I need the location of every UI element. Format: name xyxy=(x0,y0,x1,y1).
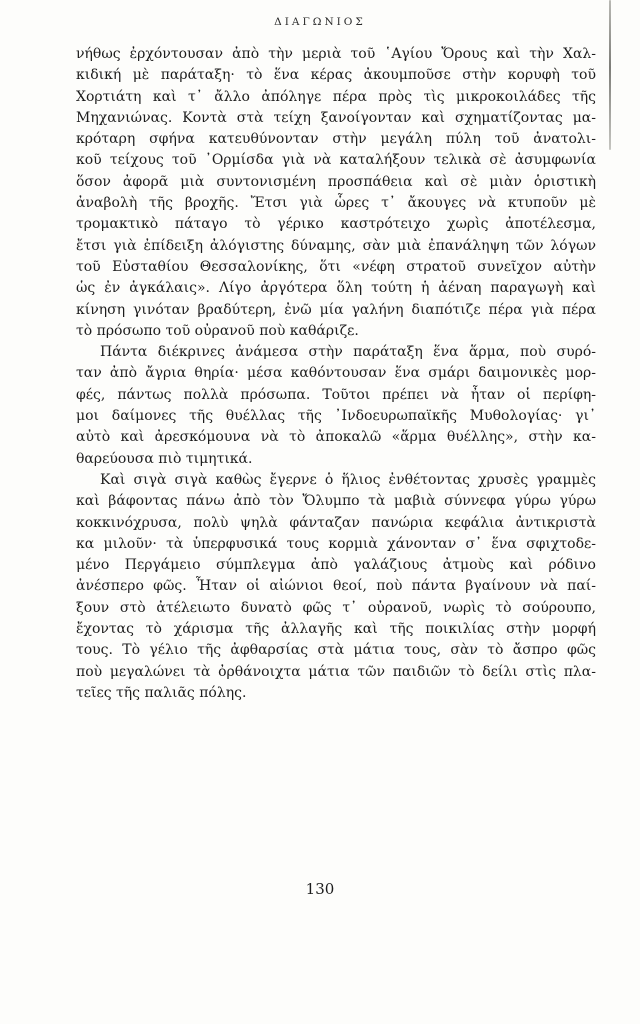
text-line: Καὶ σιγὰ σιγὰ καθὼς ἔγερνε ὁ ἥλιος ἐνθέτοντας χρυσὲς γραμμὲς xyxy=(100,471,596,488)
text-line: ἔχοντας τὸ χάρισμα τῆς ἀλλαγῆς καὶ τῆς ποικιλίας στὴν μορφή xyxy=(76,621,596,638)
page-number: 130 xyxy=(305,880,335,898)
text-line: κοκκινόχρυσα, πολὺ ψηλὰ φάνταζαν πανώρια κεφάλια ἀντικριστὰ xyxy=(76,514,596,531)
paragraph xyxy=(76,342,596,470)
text-line: ἔτσι γιὰ ἐπίδειξη ἀλόγιστης δύναμης, σὰν μιὰ ἐπανάληψη τῶν λόγων xyxy=(76,237,596,254)
text-line: ξουν στὸ ἀτέλειωτο δυνατὸ φῶς τ᾿ οὐρανοῦ, νωρὶς τὸ σούρουπο, xyxy=(76,599,596,616)
text-line: ἀνέσπερο φῶς. Ἦταν οἱ αἰώνιοι θεοί, ποὺ πάντα βγαίνουν νὰ παί- xyxy=(76,578,596,595)
text-line: τοῦ Εὐσταθίου Θεσσαλονίκης, ὅτι «νέφη στρατοῦ συνεῖχον αὐτὴν xyxy=(76,258,596,275)
text-line: ποὺ μεγαλώνει τὰ ὀρθάνοιχτα μάτια τῶν παιδιῶν τὸ δείλι στὶς πλα- xyxy=(76,663,596,680)
text-line: θαρεύουσα πιὸ τιμητικά. xyxy=(76,450,253,467)
text-line: Μηχανιώνας. Κοντὰ στὰ τείχη ξανοίγονταν καὶ σχηματίζοντας μα- xyxy=(76,109,596,126)
text-line: αὐτὸ καὶ ἀρεσκόμουνα νὰ τὸ ἀποκαλῶ «ἅρμα θυέλλης», στὴν κα- xyxy=(76,429,596,446)
text-line: ὡς ἐν ἀγκάλαις». Λίγο ἀργότερα ὅλη τούτη ἡ ἀέναη παραγωγὴ καὶ xyxy=(76,280,596,297)
text-line: καὶ βάφοντας πάνω ἀπὸ τὸν Ὄλυμπο τὰ μαβιὰ σύννεφα γύρω γύρω xyxy=(76,493,596,510)
text-line: τρομακτικὸ πάταγο τὸ γέρικο καστρότειχο χωρὶς ἀποτέλεσμα, xyxy=(76,216,596,233)
text-line: Χορτιάτη καὶ τ᾿ ἄλλο ἀπόληγε πέρα πρὸς τὶς μικροκοιλάδες τῆς xyxy=(76,88,596,105)
text-line: κα μιλοῦν· τὰ ὑπερφυσικά τους κορμιὰ χάνονταν σ᾿ ἕνα σφιχτοδε- xyxy=(76,535,596,552)
running-head: ΔΙΑΓΩΝΙΟΣ xyxy=(274,16,366,28)
text-line: κιδική μὲ παράταξη· τὸ ἕνα κέρας ἀκουμποῦσε στὴν κορυφὴ τοῦ xyxy=(76,67,596,84)
text-line: τους. Τὸ γέλιο τῆς ἀφθαρσίας στὰ μάτια τους, σὰν τὸ ἄσπρο φῶς xyxy=(76,642,596,659)
paragraph xyxy=(76,44,596,342)
text-line: ταν ἀπὸ ἄγρια θηρία· μέσα καθόντουσαν ἕνα σμάρι δαιμονικὲς μορ- xyxy=(76,365,596,382)
text-line: τὸ πρόσωπο τοῦ οὐρανοῦ ποὺ καθάριζε. xyxy=(76,322,359,339)
body-text xyxy=(76,44,596,704)
text-line: κρόταρη σφήνα κατευθύνονταν στὴν μεγάλη πύλη τοῦ ἀνατολι- xyxy=(76,131,596,148)
text-line: ὅσον ἀφορᾶ μιὰ συντονισμένη προσπάθεια καὶ σὲ μιὰν ὁριστικὴ xyxy=(76,173,596,190)
text-line: φές, πάντως πολλὰ πρόσωπα. Τοῦτοι πρέπει νὰ ἦταν οἱ περίφη- xyxy=(76,386,596,403)
text-line: τεῖες τῆς παλιᾶς πόλης. xyxy=(76,684,247,701)
text-line: κοῦ τείχους τοῦ ᾿Ορμίσδα γιὰ νὰ καταλήξουν τελικὰ σὲ ἀσυμφωνία xyxy=(76,152,596,169)
text-line: μένο Περγάμειο σύμπλεγμα ἀπὸ γαλάζιους ἀτμοὺς καὶ ρόδινο xyxy=(76,557,596,574)
text-line: κίνηση γινόταν βραδύτερη, ἐνῶ μία γαλήνη διαπότιζε πέρα γιὰ πέρα xyxy=(76,301,596,318)
text-line: νήθως ἐρχόντουσαν ἀπὸ τὴν μεριὰ τοῦ ῾Αγίου Ὄρους καὶ τὴν Χαλ- xyxy=(76,46,596,62)
text-line: ἀναβολὴ τῆς βροχῆς. Ἔτσι γιὰ ὧρες τ᾿ ἄκουγες νὰ κτυποῦν μὲ xyxy=(76,195,596,212)
paragraph xyxy=(76,470,596,704)
text-line: Πάντα διέκρινες ἀνάμεσα στὴν παράταξη ἕνα ἅρμα, ποὺ συρό- xyxy=(100,344,596,361)
text-line: μοι δαίμονες τῆς θυέλλας τῆς ᾿Ινδοευρωπαϊκῆς Μυθολογίας· γι᾿ xyxy=(76,408,596,425)
